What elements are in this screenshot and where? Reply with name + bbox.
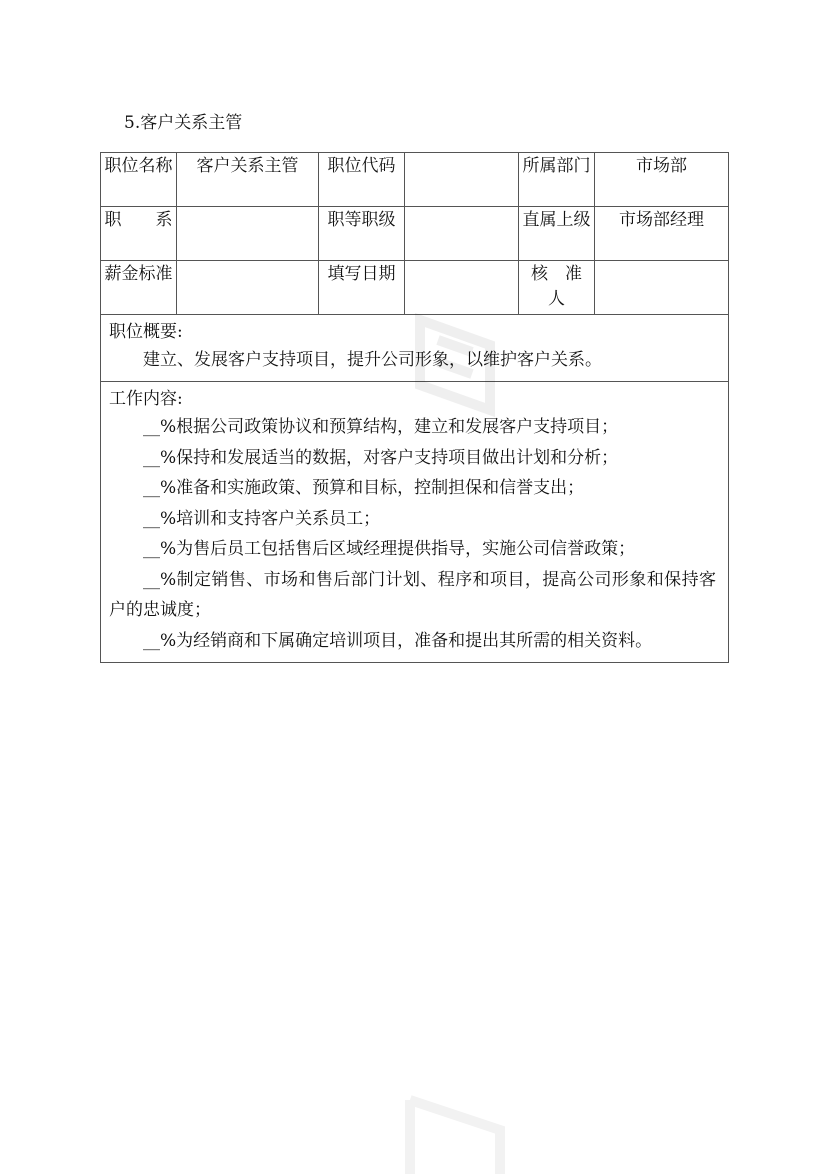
overview-text: 建立、发展客户支持项目，提升公司形象，以维护客户关系。 [143,350,602,370]
value-position-code [405,153,519,207]
table-row [101,261,729,315]
label-department: 所属部门 [519,153,595,207]
duty-item: __%保持和发展适当的数据，对客户支持项目做出计划和分析； [143,447,619,468]
value-approver [595,261,729,315]
value-position-name: 客户关系主管 [177,153,319,207]
section-title: 5.客户关系主管 [124,113,243,133]
value-job-family [177,207,319,261]
value-fill-date [405,261,519,315]
value-salary-standard [177,261,319,315]
label-job-family: 职 系 [101,207,177,261]
overview-section [101,315,729,382]
label-job-grade: 职等职级 [319,207,405,261]
label-approver: 核 准 人 [519,261,595,315]
value-department: 市场部 [595,153,729,207]
label-fill-date: 填写日期 [319,261,405,315]
table-row [101,207,729,261]
duty-item: __%根据公司政策协议和预算结构，建立和发展客户支持项目； [143,417,619,437]
value-job-grade [405,207,519,261]
label-direct-supervisor: 直属上级 [519,207,595,261]
duty-item: __%为经销商和下属确定培训项目，准备和提出其所需的相关资料。 [143,630,653,651]
watermark-logo [400,1090,510,1174]
label-salary-standard: 薪金标准 [101,261,177,315]
job-description-table [100,152,729,663]
value-direct-supervisor: 市场部经理 [595,207,729,261]
label-position-code: 职位代码 [319,153,405,207]
duty-item: __%为售后员工包括售后区域经理提供指导，实施公司信誉政策； [143,539,636,559]
table-row-overview [101,315,729,382]
duties-section [101,382,729,663]
duty-item: __%培训和支持客户关系员工； [143,508,381,529]
duty-item: __%制定销售、市场和售后部门计划、程序和项目，提高公司形象和保持客户的忠诚度； [109,569,716,620]
label-position-name: 职位名称 [101,153,177,207]
overview-heading: 职位概要: [109,322,183,342]
table-row [101,153,729,207]
table-row-duties [101,382,729,663]
duty-item: __%准备和实施政策、预算和目标，控制担保和信誉支出； [143,478,585,498]
duties-heading: 工作内容: [109,389,183,409]
